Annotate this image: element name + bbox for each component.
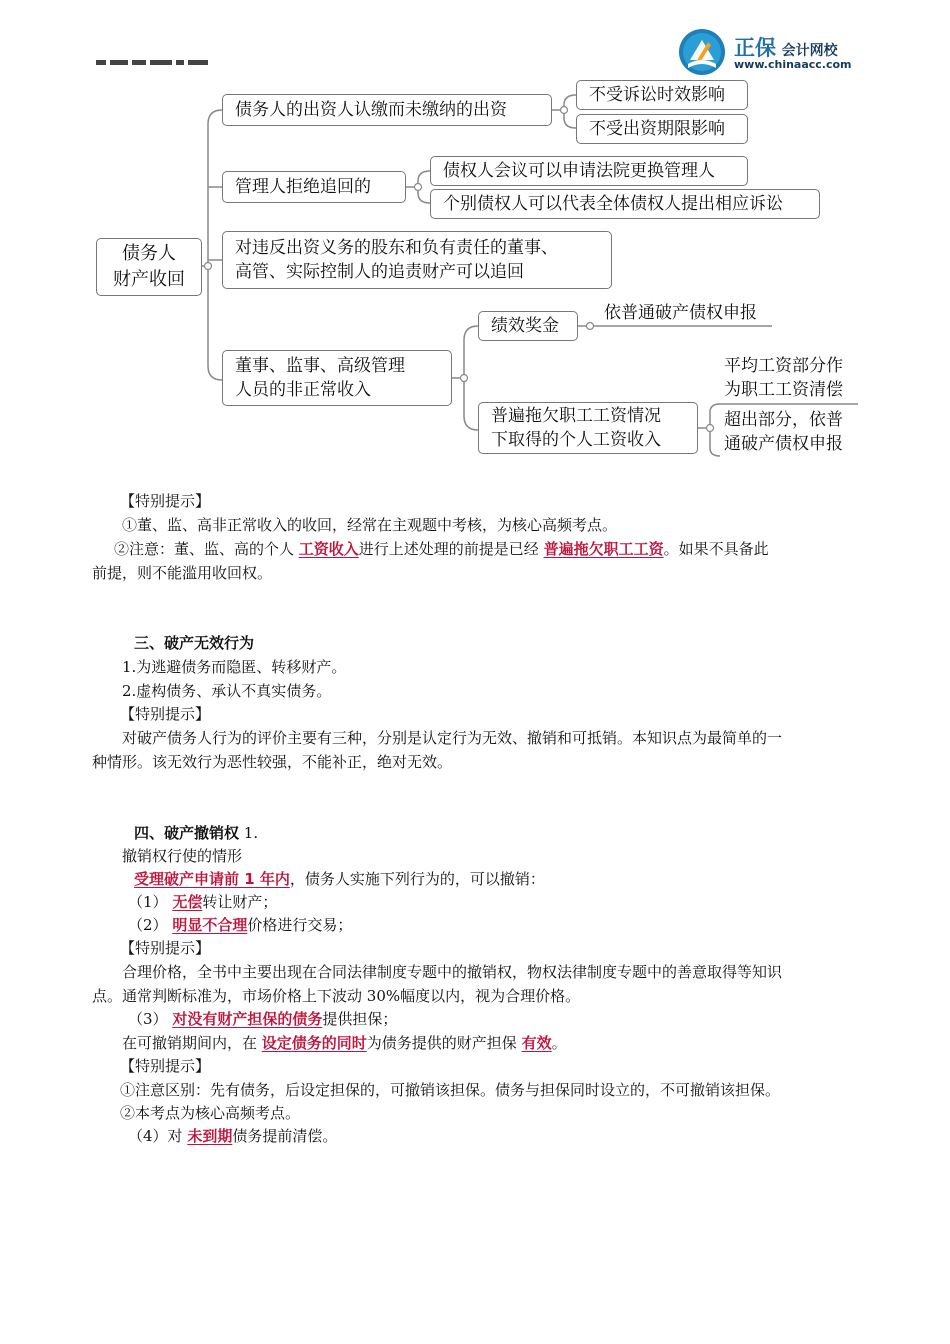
paragraph: 合理价格，全书中主要出现在合同法律制度专题中的撤销权，物权法律制度专题中的善意取得等知识 [122,963,783,981]
section-title-revocation-right: 四、破产撤销权 1. [134,824,259,842]
logo-url: www.chinaacc.com [734,58,852,71]
mindmap-branch-liability-recovery: 对违反出资义务的股东和负有责任的董事、 高管、实际控制人的追责财产可以追回 [222,231,612,289]
mindmap-note-average-salary: 平均工资部分作 为职工工资清偿 [724,356,843,400]
mindmap-branch-unpaid-capital: 债务人的出资人认缴而未缴纳的出资 [222,94,552,126]
mindmap-node-performance-bonus: 绩效奖金 [478,311,578,341]
section-title-invalid-acts: 三、破产无效行为 [134,634,255,652]
mindmap-node-no-capital-term: 不受出资期限影响 [576,114,748,144]
logo-subtitle: 会计网校 [781,43,838,59]
logo-name: 正保 [734,36,776,60]
special-tip-heading: 【特别提示】 [120,492,211,510]
paragraph: 前提，则不能滥用收回权。 [92,564,273,582]
mindmap-debtor-property-recovery [0,0,950,470]
list-item: 2.虚构债务、承认不真实债务。 [122,682,332,700]
paragraph: ②本考点为核心高频考点。 [120,1104,301,1122]
list-item: （4）对 未到期债务提前清偿。 [128,1127,338,1145]
highlight-free-transfer: 无偿 [172,893,203,911]
special-tip-heading: 【特别提示】 [120,1057,211,1075]
mindmap-node-no-limitation: 不受诉讼时效影响 [576,80,748,110]
mindmap-note-excess-part: 超出部分，依普 通破产债权申报 [724,410,843,454]
subheading: 撤销权行使的情形 [122,847,243,865]
highlight-valid: 有效 [521,1034,552,1052]
list-item: 1.为逃避债务而隐匿、转移财产。 [122,658,347,676]
list-item: （1） 无偿转让财产； [128,893,278,911]
mindmap-node-salary-income: 普遍拖欠职工工资情况 下取得的个人工资收入 [478,402,698,454]
paragraph: 在可撤销期间内，在 设定债务的同时为债务提供的财产担保 有效。 [122,1034,567,1052]
highlight-one-year: 受理破产申请前 1 年内 [134,870,290,888]
mindmap-node-individual-lawsuit: 个别债权人可以代表全体债权人提出相应诉讼 [430,189,820,219]
paragraph: ①董、监、高非正常收入的收回，经常在主观题中考核，为核心高频考点。 [122,516,618,534]
mindmap-branch-refuse-recover: 管理人拒绝追回的 [222,171,406,203]
paragraph: 对破产债务人行为的评价主要有三种，分别是认定行为无效、撤销和可抵销。本知识点为最简单的一 [122,729,783,747]
special-tip-heading: 【特别提示】 [120,939,211,957]
paragraph: ①注意区别：先有债务，后设定担保的，可撤销该担保。债务与担保同时设立的，不可撤销该担保。 [120,1081,781,1099]
special-tip-heading: 【特别提示】 [120,705,211,723]
highlight-unreasonable-price: 明显不合理 [172,916,248,934]
mindmap-branch-abnormal-income: 董事、监事、高级管理 人员的非正常收入 [222,350,452,406]
list-item: （2） 明显不合理价格进行交易； [128,916,353,934]
highlight-simultaneous: 设定债务的同时 [261,1034,367,1052]
paragraph: 点。通常判断标准为，市场价格上下波动 30%幅度以内，视为合理价格。 [92,987,581,1005]
paragraph: 种情形。该无效行为恶性较强，不能补正，绝对无效。 [92,753,453,771]
highlight-unsecured-debt: 对没有财产担保的债务 [172,1010,323,1028]
highlight-not-due: 未到期 [187,1127,233,1145]
highlight-unpaid-wages: 普遍拖欠职工工资 [543,540,664,558]
paragraph: ②注意：董、监、高的个人 工资收入进行上述处理的前提是已经 普遍拖欠职工工资。如果不具备此 [114,540,769,558]
mindmap-node-replace-administrator: 债权人会议可以申请法院更换管理人 [430,156,748,186]
mindmap-root: 债务人 财产收回 [96,238,202,296]
list-item: （3） 对没有财产担保的债务提供担保； [128,1010,398,1028]
paragraph: 受理破产申请前 1 年内，债务人实施下列行为的，可以撤销： [134,870,545,888]
mindmap-note-ordinary-claim: 依普通破产债权申报 [604,303,757,323]
highlight-salary-income: 工资收入 [298,540,359,558]
